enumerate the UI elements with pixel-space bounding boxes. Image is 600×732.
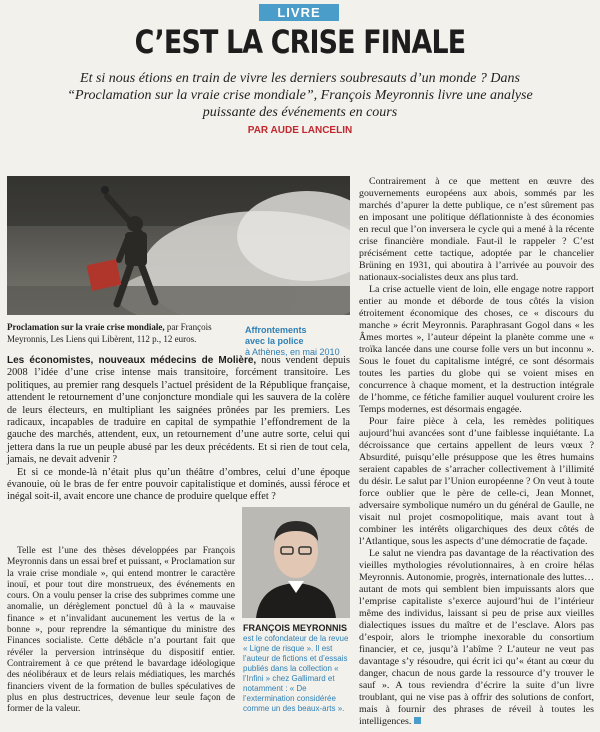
- paragraph-1-text: nous vendent depuis 2008 l’idée d’une crise intense mais transitoire, forcément transitoire. Les politiques, au premier rang desquels l’actuel président de la République française, attendent le retournement d’une conjoncture mondiale qui les sauvera de la colère de leurs électeurs, en multipliant les saignées prônées par les premiers. Les radicaux, incapables de traduire en capital de sympathie l’effondrement de la gauche des marchés, attendent, eux, un retournement d’une autre sorte, celui qui jettera dans la rue un peuple abusé par les deux précédents. Et si rien de tout cela, jamais, ne devait advenir ?: [7, 355, 350, 466]
- article-byline: PAR AUDE LANCELIN: [247, 125, 353, 136]
- section-kicker: LIVRE: [259, 4, 339, 21]
- book-reference: [7, 321, 239, 345]
- paragraph-4: Contrairement à ce que mettent en œuvre des gouvernements européens aux abois, sommés par les marchés d’apurer la dette publique, ce n’est sûrement pas en imposant une politique déflationniste à des économies en recul que l’on inversera le cycle qui a mené à la récente crise financière mondiale. Faut-il le rappeler ? C’est précisément cette tactique, adoptée par le chancelier Brüning en 1931, qui aboutira à l’arrivée au pouvoir des nationaux-socialistes deux ans plus tard.: [359, 176, 594, 283]
- photo-caption-line3: à Athènes, en mai 2010: [245, 347, 340, 357]
- body-column-right: [359, 176, 594, 728]
- author-portrait: [242, 507, 350, 618]
- paragraph-3: Telle est l’une des thèses développées par François Meyronnis dans un essai bref et puissant, « Proclamation sur la vraie crise mondiale », qui entend montrer le caractère inouï, et pour tout dire monstrueux, des événements en cours. On a voulu penser la crise des subprimes comme une anomalie, un dérèglement ponctuel dû à la « mauvaise finance » et n’invalidant aucunement les vertus de la « bonne », pour reprendre la sémantique du ministre des Finances socialiste. Cette débâcle n’a pourtant fait que révéler la perversion intrinsèque du dispositif entier. Contrairement à ce que prétend le bavardage idéologique des néolibéraux et de leurs relais médiatiques, les marchés financiers vivent de la formation de bulles spéculatives de plus en plus destructrices, devenue leur seule façon de former de la valeur.: [7, 546, 235, 715]
- paragraph-5: La crise actuelle vient de loin, elle engage notre rapport entier au monde et déborde de tous côtés la vision étroitement économique des choses, ce « discours du manche » écrit Meyronnis. Paraphrasant Gogol dans « les Âmes mortes », l’auteur dépeint la planète comme une « troïka lancée dans une course folle vers un but inconnu ». Sous le fouet du capitalisme intégré, ce sont désormais toutes les parties du globe qui se voient mises en concurrence à chaque moment, et la destruction intégrale de l’homme, ce fétiche familier auquel voulurent croire les Temps modernes, est désormais engagée.: [359, 284, 594, 415]
- author-name: FRANÇOIS MEYRONNIS: [243, 623, 348, 633]
- article-title: C’EST LA CRISE FINALE: [134, 23, 466, 61]
- author-portrait-illustration: [242, 507, 350, 618]
- book-details: par François Meyronnis, Les Liens qui Libèrent, 112 p., 12 euros.: [7, 322, 212, 344]
- riot-photo: [7, 176, 350, 315]
- author-bio-text: est le cofondateur de la revue « Ligne de risque ». Il est l’auteur de fictions et d’essais publiés dans la collection « l’Infini » chez Gallimard et notamment : « De l’extermination considérée comme un des beaux-arts ».: [243, 634, 349, 713]
- paragraph-7-text: Le salut ne viendra pas davantage de la réactivation des vieilles mythologies révolutionnaires, à en croire hélas Meyronnis. Autonomie, progrès, internationale des luttes… autant de mots qui semblent bien impuissants alors que l’emprise capitaliste s’exerce aujourd’hui de l’intérieur même des individus, laissant si peu de prise aux vieilles dialectiques issues du maître et de l’esclave. Alors pas d’espoir, alors le triomphe inexorable du consortium financier, et ce, jusqu’à l’abîme ? L’auteur ne veut pas davantage s’y résoudre, qui écrit ici qu’« étant au cœur du danger, chacun de nous garde la ressource d’y trouver le sauf ». A tous reviendra d’écrire la suite d’un livre troublant, qui ne vise pas à offrir des solutions de confort, mais à fournir des phrases de réveil à toutes les intelligences.: [359, 548, 594, 727]
- paragraph-1: [7, 355, 350, 467]
- paragraph-2: Et si ce monde-là n’était plus qu’un théâtre d’ombres, celui d’une époque évanouie, où le bras de fer entre pouvoir capitalistique et dominés, aussi féroce et inégal soit-il, avait encore une chance de produire quelque effet ?: [7, 466, 350, 503]
- body-column-left-top: [7, 355, 350, 504]
- author-bio: [243, 623, 353, 714]
- lead-in: Les économistes, nouveaux médecins de Molière,: [7, 355, 257, 366]
- paragraph-7: [359, 548, 594, 728]
- paragraph-6: Pour faire pièce à cela, les remèdes politiques aujourd’hui avancées sont d’une faiblesse inquiétante. La décroissance que certains appellent de leurs vœux ? Absurdité, puisqu’elle présuppose que les êtres humains seraient capables de s’arracher collectivement à l’illimité du désir. Le salut par l’Union européenne ? On veut à toute force oublier que le père de celle-ci, Jean Monnet, adversaire symbolique numéro un du général de Gaulle, ne visait nul projet cosmopolitique, mais avant tout à combiner les intérêts oligarchiques des deux côtés de l’Atlantique, sous les aspects d’une démocratie de façade.: [359, 416, 594, 547]
- end-of-article-mark: [414, 717, 421, 724]
- photo-caption-line1: Affrontements: [245, 325, 307, 335]
- riot-photo-illustration: [7, 176, 350, 315]
- body-column-left-bottom: [7, 546, 235, 715]
- photo-caption-line2: avec la police: [245, 336, 304, 346]
- photo-caption: [245, 325, 357, 358]
- article-standfirst: Et si nous étions en train de vivre les derniers soubresauts d’un monde ? Dans “Proclamation sur la vraie crise mondiale”, François Meyronnis livre une analyse puissante des événements en cours: [67, 71, 533, 120]
- book-title: Proclamation sur la vraie crise mondiale,: [7, 322, 165, 332]
